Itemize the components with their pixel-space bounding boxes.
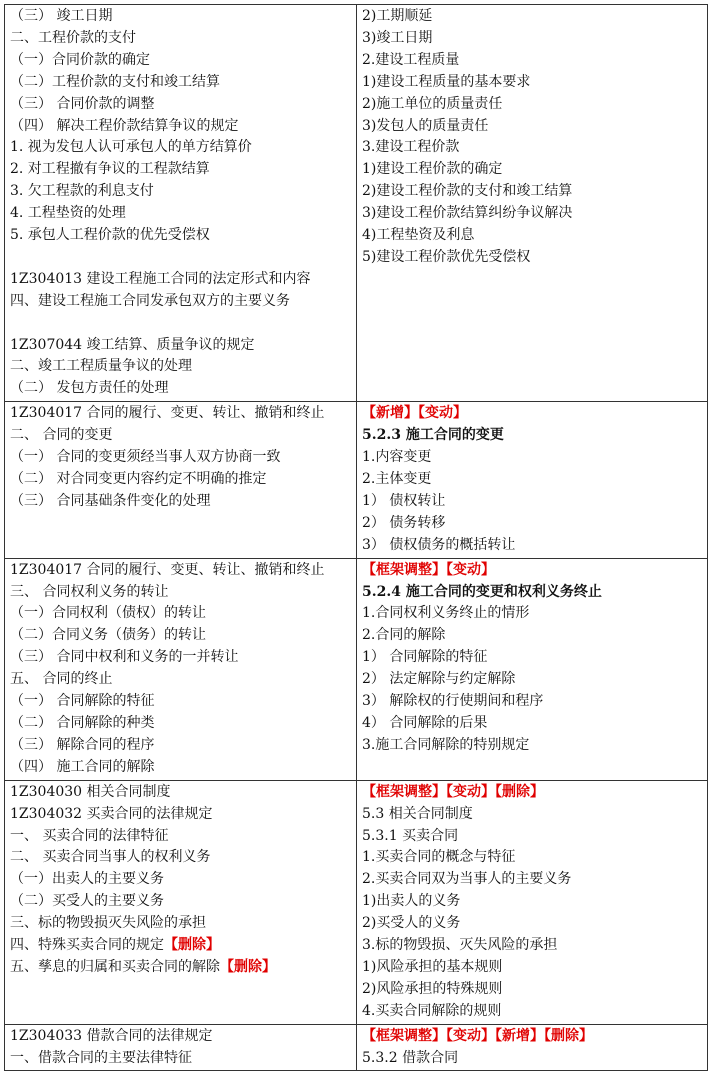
line-text: 1Z304033 借款合同的法律规定 xyxy=(10,1027,213,1044)
old-syllabus-line xyxy=(10,28,352,50)
line-text: （四） 解决工程价款结算争议的规定 xyxy=(10,117,239,134)
table-row xyxy=(5,558,708,780)
new-syllabus-line xyxy=(362,582,703,604)
line-text: 5.2.4 施工合同的变更和权利义务终止 xyxy=(362,583,602,600)
line-text: 1)出卖人的义务 xyxy=(362,893,461,910)
old-syllabus-line xyxy=(10,291,352,313)
new-syllabus-line xyxy=(362,6,703,28)
line-text: 4)工程垫资及利息 xyxy=(362,227,475,244)
line-text: 2） 债务转移 xyxy=(362,514,446,531)
old-syllabus-line xyxy=(10,603,352,625)
new-syllabus-line xyxy=(362,116,703,138)
old-syllabus-line xyxy=(10,247,352,269)
line-text: 3.标的物毁损、灭失风险的承担 xyxy=(362,937,558,954)
line-text: 一、借款合同的主要法律特征 xyxy=(10,1049,192,1066)
line-text: 2.建设工程质量 xyxy=(362,51,460,68)
line-text: （三） 合同基础条件变化的处理 xyxy=(10,492,211,509)
new-syllabus-line xyxy=(362,713,703,735)
old-syllabus-line xyxy=(10,560,352,582)
line-text: （二） 发包方责任的处理 xyxy=(10,380,169,397)
old-syllabus-line xyxy=(10,137,352,159)
line-text: （一）合同权利（债权）的转让 xyxy=(10,605,206,622)
new-syllabus-cell xyxy=(357,402,708,558)
new-syllabus-line xyxy=(362,1001,703,1023)
new-syllabus-cell xyxy=(357,1024,708,1071)
line-text: 1） 合同解除的特征 xyxy=(362,649,488,666)
comparison-table xyxy=(4,4,708,1071)
line-text: 4. 工程垫资的处理 xyxy=(10,205,126,222)
old-syllabus-line xyxy=(10,647,352,669)
change-tag: 【框架调整】【变动】【新增】【删除】 xyxy=(362,1027,593,1044)
new-syllabus-line xyxy=(362,891,703,913)
line-text: （二） 合同解除的种类 xyxy=(10,714,155,731)
line-text: （三） 竣工日期 xyxy=(10,8,113,24)
change-tag: 【框架调整】【变动】【删除】 xyxy=(362,783,544,800)
line-text: 3.施工合同解除的特别规定 xyxy=(362,736,530,753)
new-syllabus-line xyxy=(362,826,703,848)
line-text: 四、特殊买卖合同的规定 xyxy=(10,937,164,954)
line-text: 1. 视为发包人认可承包人的单方结算价 xyxy=(10,139,252,156)
line-text: 3.建设工程价款 xyxy=(362,139,460,156)
line-text: 1.合同权利义务终止的情形 xyxy=(362,605,530,622)
old-syllabus-cell xyxy=(5,5,357,402)
old-syllabus-line xyxy=(10,491,352,513)
old-syllabus-line xyxy=(10,6,352,28)
line-text: 5.2.3 施工合同的变更 xyxy=(362,427,504,444)
old-syllabus-line xyxy=(10,804,352,826)
line-text: 2)施工单位的质量责任 xyxy=(362,95,503,112)
old-syllabus-line xyxy=(10,713,352,735)
new-syllabus-line xyxy=(362,28,703,50)
line-text: 4.买卖合同解除的规则 xyxy=(362,1002,502,1019)
old-syllabus-line xyxy=(10,94,352,116)
line-text: 二、竣工工程质量争议的处理 xyxy=(10,358,192,375)
line-text: 二、 买卖合同当事人的权利义务 xyxy=(10,849,211,866)
line-text: 五、孳息的归属和买卖合同的解除 xyxy=(10,958,220,975)
new-syllabus-cell xyxy=(357,558,708,780)
old-syllabus-line xyxy=(10,957,352,979)
new-syllabus-line xyxy=(362,137,703,159)
line-text: 1Z304013 建设工程施工合同的法定形式和内容 xyxy=(10,270,311,287)
line-text: 1Z307044 竣工结算、质量争议的规定 xyxy=(10,336,255,353)
line-text: （二）合同义务（债务）的转让 xyxy=(10,627,206,644)
line-text: 2.合同的解除 xyxy=(362,627,446,644)
line-text: 5.3 相关合同制度 xyxy=(362,805,473,822)
line-text: 3） 解除权的行使期间和程序 xyxy=(362,693,544,710)
new-syllabus-line xyxy=(362,603,703,625)
old-syllabus-line xyxy=(10,447,352,469)
old-syllabus-line xyxy=(10,757,352,779)
old-syllabus-line xyxy=(10,181,352,203)
old-syllabus-line xyxy=(10,735,352,757)
new-syllabus-line xyxy=(362,804,703,826)
new-syllabus-line xyxy=(362,513,703,535)
new-syllabus-line xyxy=(362,203,703,225)
old-syllabus-line xyxy=(10,378,352,400)
line-text: 2)风险承担的特殊规则 xyxy=(362,980,503,997)
new-syllabus-line xyxy=(362,447,703,469)
line-text: 1Z304030 相关合同制度 xyxy=(10,783,171,800)
line-text: 三、 合同权利义务的转让 xyxy=(10,583,169,600)
line-text: 3)发包人的质量责任 xyxy=(362,117,489,134)
line-text: 2.主体变更 xyxy=(362,471,432,487)
new-syllabus-line xyxy=(362,647,703,669)
old-syllabus-line xyxy=(10,913,352,935)
line-text: 1Z304017 合同的履行、变更、转让、撤销和终止 xyxy=(10,561,325,578)
new-syllabus-line xyxy=(362,403,703,425)
change-tag: 【新增】【变动】 xyxy=(362,405,467,422)
line-text: （一）合同价款的确定 xyxy=(10,51,150,68)
line-text: 5.3.2 借款合同 xyxy=(362,1049,459,1066)
new-syllabus-line xyxy=(362,225,703,247)
line-text: 1)风险承担的基本规则 xyxy=(362,958,503,975)
line-text: 1Z304032 买卖合同的法律规定 xyxy=(10,805,213,822)
line-text: （二）工程价款的支付和竣工结算 xyxy=(10,73,220,90)
old-syllabus-line xyxy=(10,403,352,425)
line-text: （四） 施工合同的解除 xyxy=(10,758,155,775)
old-syllabus-line xyxy=(10,1026,352,1048)
old-syllabus-cell xyxy=(5,558,357,780)
old-syllabus-line xyxy=(10,669,352,691)
old-syllabus-line xyxy=(10,335,352,357)
line-text: 3)竣工日期 xyxy=(362,29,433,46)
line-text: 1Z304017 合同的履行、变更、转让、撤销和终止 xyxy=(10,405,325,422)
new-syllabus-line xyxy=(362,935,703,957)
old-syllabus-line xyxy=(10,159,352,181)
old-syllabus-line xyxy=(10,869,352,891)
table-row xyxy=(5,1024,708,1071)
new-syllabus-line xyxy=(362,979,703,1001)
line-text: 二、工程价款的支付 xyxy=(10,29,136,46)
new-syllabus-line xyxy=(362,847,703,869)
new-syllabus-line xyxy=(362,869,703,891)
new-syllabus-line xyxy=(362,560,703,582)
old-syllabus-line xyxy=(10,116,352,138)
change-tag: 【删除】 xyxy=(220,958,276,975)
old-syllabus-cell xyxy=(5,780,357,1024)
line-text: 3)建设工程价款结算纠纷争议解决 xyxy=(362,205,573,222)
new-syllabus-line xyxy=(362,669,703,691)
table-row xyxy=(5,5,708,402)
line-text: 四、建设工程施工合同发承包双方的主要义务 xyxy=(10,292,290,309)
line-text: 5)建设工程价款优先受偿权 xyxy=(362,248,531,265)
line-text: 三、标的物毁损灭失风险的承担 xyxy=(10,915,206,932)
line-text: （二）买受人的主要义务 xyxy=(10,893,164,910)
old-syllabus-line xyxy=(10,425,352,447)
old-syllabus-line xyxy=(10,225,352,247)
table-row xyxy=(5,780,708,1024)
line-text: 5. 承包人工程价款的优先受偿权 xyxy=(10,227,210,244)
new-syllabus-line xyxy=(362,72,703,94)
line-text: 2.买卖合同双为当事人的主要义务 xyxy=(362,871,572,888)
old-syllabus-line xyxy=(10,1048,352,1070)
old-syllabus-line xyxy=(10,582,352,604)
line-text: 1)建设工程价款的确定 xyxy=(362,161,503,178)
line-text: 2） 法定解除与约定解除 xyxy=(362,671,516,688)
old-syllabus-cell xyxy=(5,402,357,558)
new-syllabus-line xyxy=(362,247,703,269)
line-text: 3. 欠工程款的利息支付 xyxy=(10,183,154,200)
line-text: 一、 买卖合同的法律特征 xyxy=(10,827,169,844)
change-tag: 【框架调整】【变动】 xyxy=(362,561,495,578)
old-syllabus-line xyxy=(10,691,352,713)
line-text: 2)买受人的义务 xyxy=(362,915,461,932)
new-syllabus-line xyxy=(362,782,703,804)
new-syllabus-cell xyxy=(357,5,708,402)
old-syllabus-line xyxy=(10,891,352,913)
new-syllabus-line xyxy=(362,491,703,513)
line-text: （三） 合同价款的调整 xyxy=(10,95,155,112)
line-text: 5.3.1 买卖合同 xyxy=(362,827,459,844)
change-tag: 【删除】 xyxy=(164,937,220,954)
old-syllabus-line xyxy=(10,847,352,869)
line-text: 五、 合同的终止 xyxy=(10,671,113,688)
new-syllabus-line xyxy=(362,957,703,979)
new-syllabus-line xyxy=(362,469,703,491)
line-text: （一） 合同的变更须经当事人双方协商一致 xyxy=(10,449,281,466)
line-text: 1.买卖合同的概念与特征 xyxy=(362,849,516,866)
new-syllabus-line xyxy=(362,913,703,935)
old-syllabus-line xyxy=(10,625,352,647)
line-text: 1） 债权转让 xyxy=(362,492,446,509)
old-syllabus-line xyxy=(10,356,352,378)
old-syllabus-line xyxy=(10,935,352,957)
line-text: 2)工期顺延 xyxy=(362,8,433,24)
new-syllabus-line xyxy=(362,50,703,72)
old-syllabus-line xyxy=(10,826,352,848)
line-text: 1.内容变更 xyxy=(362,449,432,466)
new-syllabus-line xyxy=(362,425,703,447)
new-syllabus-line xyxy=(362,94,703,116)
new-syllabus-line xyxy=(362,535,703,557)
comparison-table-body xyxy=(5,5,708,1071)
line-text: 1)建设工程质量的基本要求 xyxy=(362,73,531,90)
old-syllabus-line xyxy=(10,782,352,804)
new-syllabus-line xyxy=(362,1048,703,1070)
old-syllabus-line xyxy=(10,469,352,491)
line-text: 2)建设工程价款的支付和竣工结算 xyxy=(362,183,573,200)
old-syllabus-line xyxy=(10,313,352,335)
line-text: （三） 合同中权利和义务的一并转让 xyxy=(10,649,239,666)
table-row xyxy=(5,402,708,558)
new-syllabus-cell xyxy=(357,780,708,1024)
line-text: 3） 债权债务的概括转让 xyxy=(362,536,516,553)
new-syllabus-line xyxy=(362,159,703,181)
old-syllabus-cell xyxy=(5,1024,357,1071)
old-syllabus-line xyxy=(10,269,352,291)
line-text: 二、 合同的变更 xyxy=(10,427,113,444)
line-text: （三） 解除合同的程序 xyxy=(10,736,155,753)
new-syllabus-line xyxy=(362,735,703,757)
new-syllabus-line xyxy=(362,1026,703,1048)
new-syllabus-line xyxy=(362,625,703,647)
line-text: （一） 合同解除的特征 xyxy=(10,693,155,710)
line-text: （二） 对合同变更内容约定不明确的推定 xyxy=(10,471,267,487)
old-syllabus-line xyxy=(10,50,352,72)
line-text: 4） 合同解除的后果 xyxy=(362,714,488,731)
new-syllabus-line xyxy=(362,181,703,203)
old-syllabus-line xyxy=(10,203,352,225)
line-text: 2. 对工程撤有争议的工程款结算 xyxy=(10,161,210,178)
line-text: （一）出卖人的主要义务 xyxy=(10,871,164,888)
new-syllabus-line xyxy=(362,691,703,713)
old-syllabus-line xyxy=(10,72,352,94)
